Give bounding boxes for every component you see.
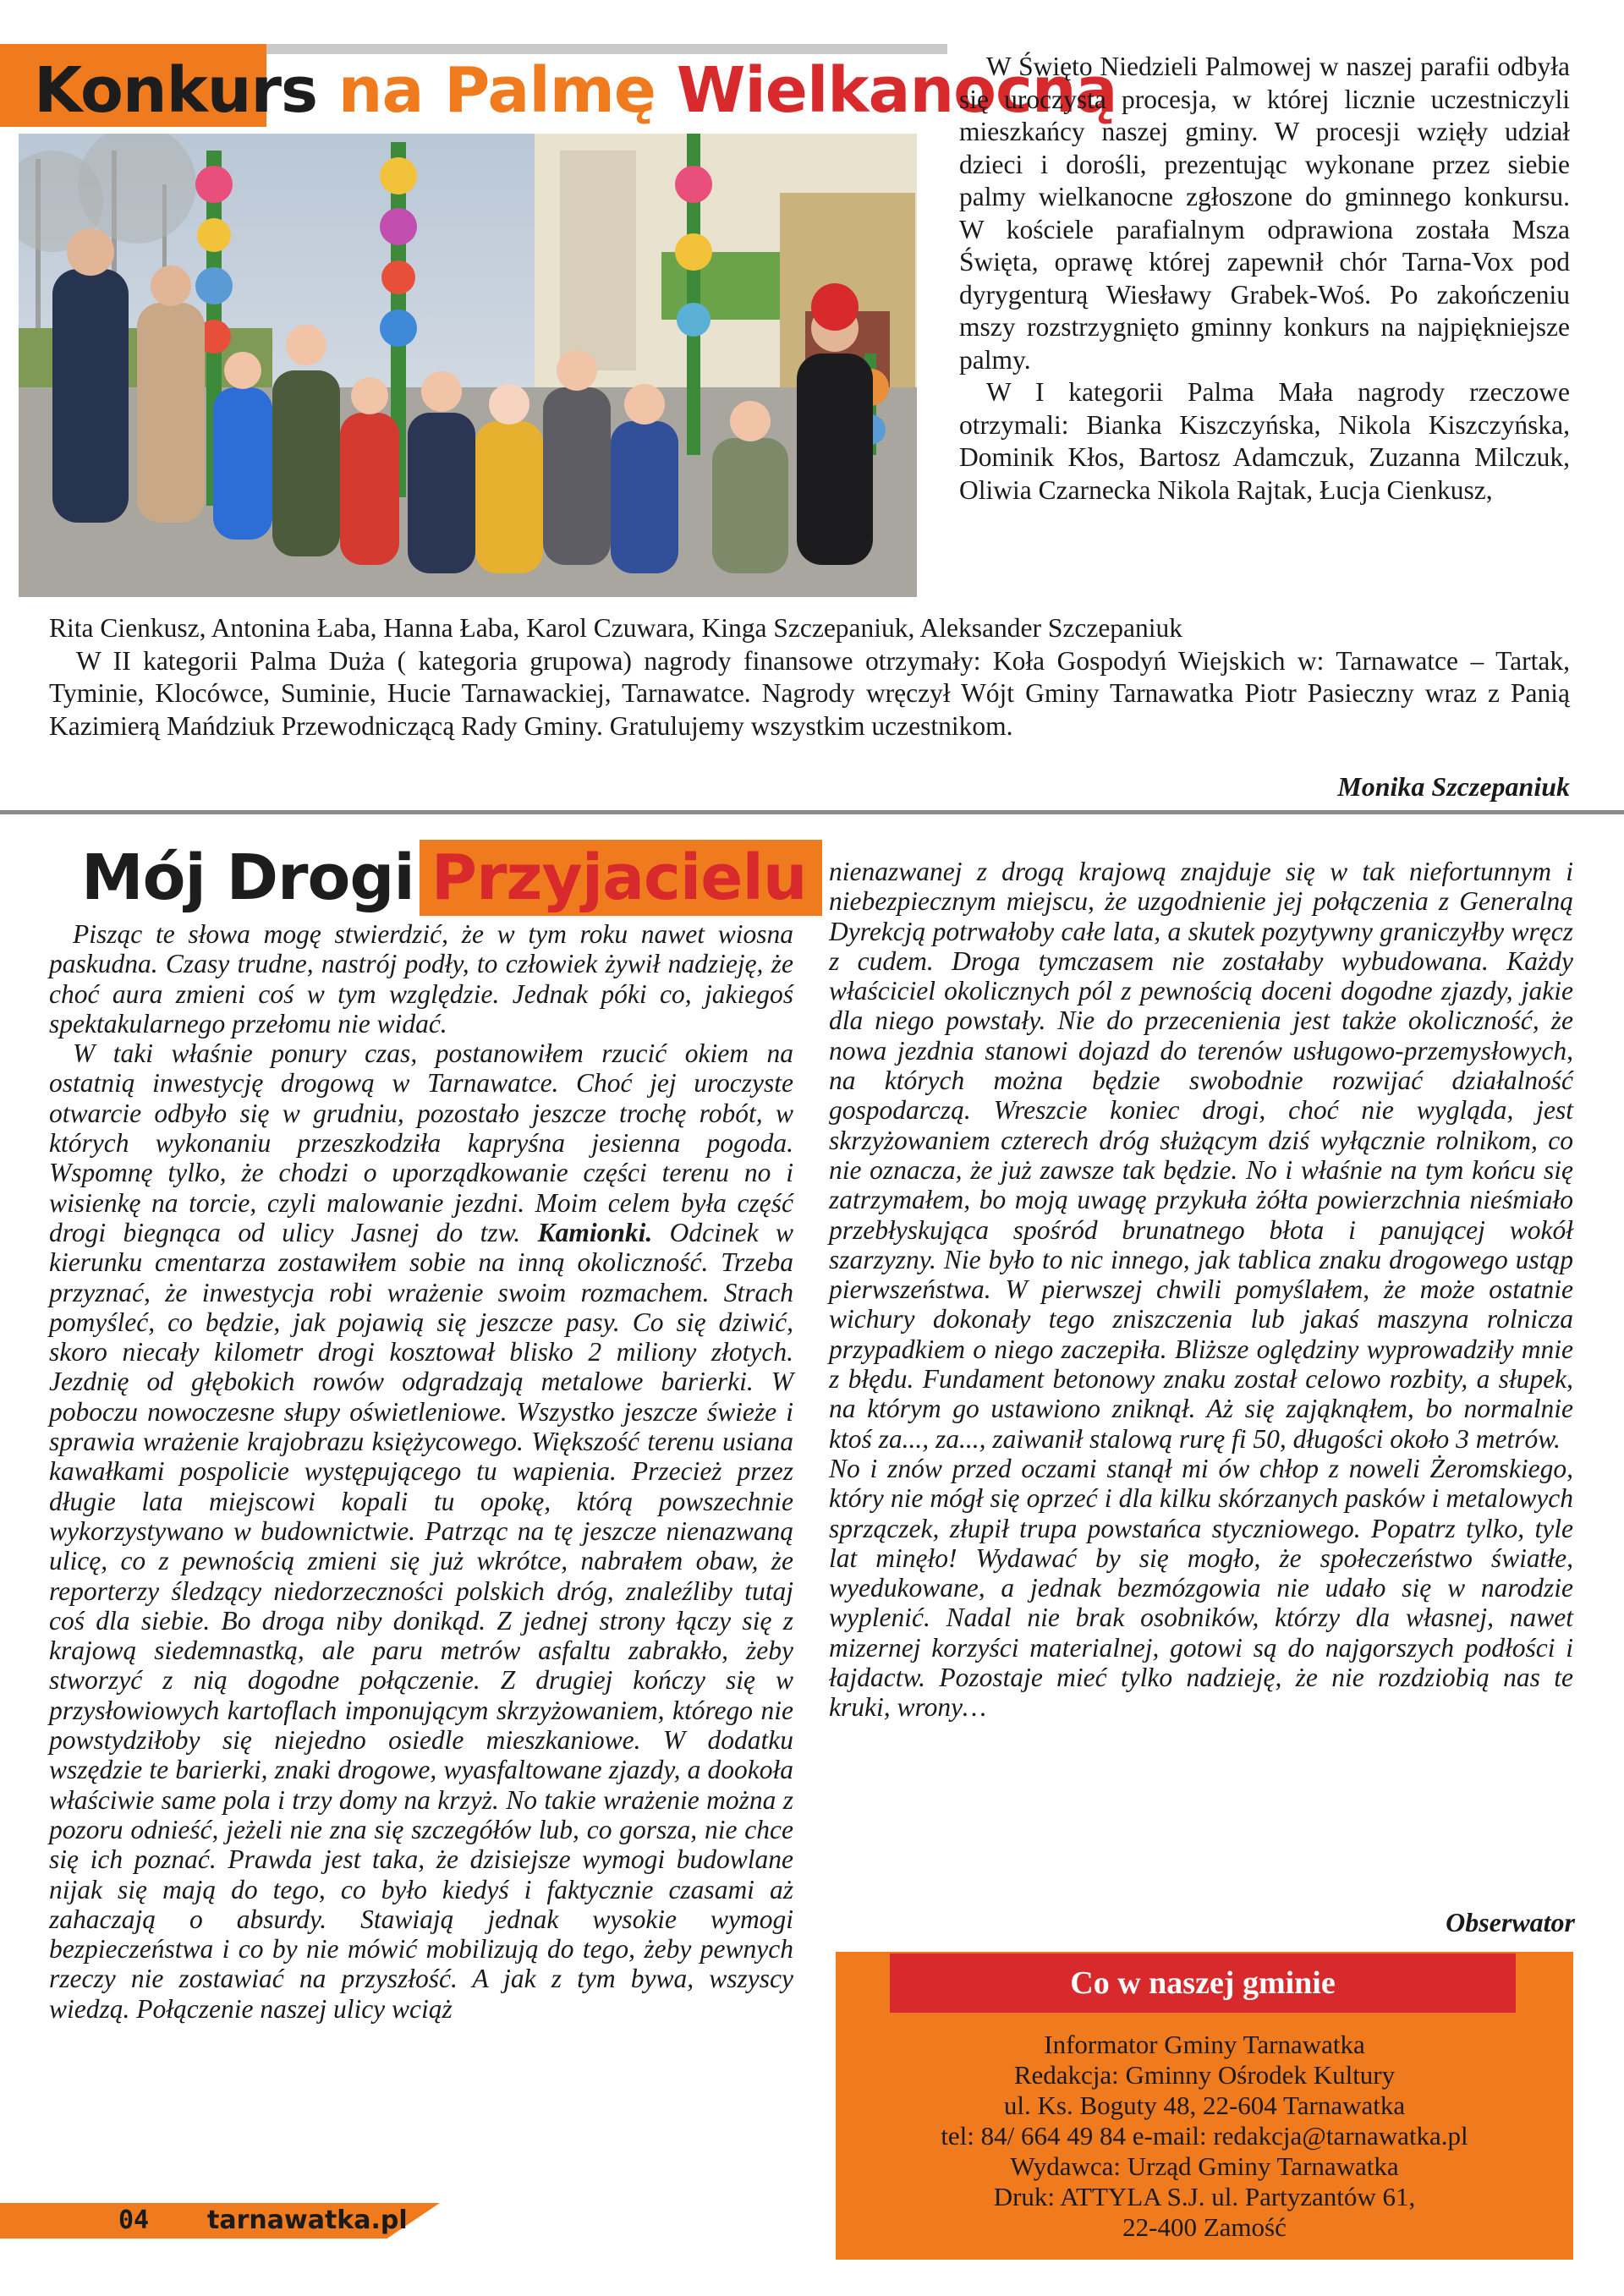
info-line: Redakcja: Gminny Ośrodek Kultury bbox=[1013, 2060, 1396, 2090]
article-text-right-column bbox=[829, 857, 1573, 1723]
article-author: Obserwator bbox=[1446, 1907, 1575, 1937]
info-box-details bbox=[836, 2030, 1573, 2243]
text-run: Odcinek w kierunku cmentarza zostawiłem sobie na inną okoliczność. Trzeba przyznać, że inwestycja robi wrażenie swoim rozmachem. Strach pomyśleć, co będzie, jak pojawią się jeszcze pasy. Co się dziwić, skoro niecały kilometr drogi kosztował blisko 2 miliony złotych. Jezdnię od głębokich rowów odgradzają metalowe barierki. W poboczu nowoczesne słupy oświetleniowe. Wszystko jeszcze świeże i sprawia wrażenie krajobrazu księżycowego. Większość terenu usiana kawałkami pospolicie występującego tu wapienia. Przecież przez długie lata miejscowi kopali tu opokę, którą powszechnie wykorzystywano w budownictwie. Patrząc na tę jeszcze nienazwaną ulicę, co z pewnością zmieni się już wkrótce, nabrałem obaw, że reporterzy śledzący niedorzeczności polskich dróg, znaleźliby tutaj coś dla siebie. Bo droga niby donikąd. Z jednej strony łączy się z krajową siedemnastką, ale paru metrów asfaltu zabrakło, żeby stworzyć z nią dogodne połączenie. Z drugiej kończy się w przysłowiowych kartoflach imponującym skrzyżowaniem, którego nie powstydziłoby się niejedno osiedle mieszkaniowe. W dodatku wszędzie te barierki, znaki drogowe, wyasfaltowane zjazdy, a dookoła właściwie same pola i trzy domy na krzyż. No takie wrażenie można z pozoru odnieść, jeżeli nie zna się szczegółów lub, co gorsza, nie chce się ich poznać. Prawda jest taka, że dzisiejsze wymogi budowlane nijak się mają do tego, co było kiedyś i faktycznie czasami aż zahaczają o absurdy. Stawiają jednak wysokie wymogi bezpieczeństwa i co by nie mówić mobilizują do tego, żeby pewnych rzeczy nie zostawiać na przyszłość. A jak z tym bywa, wszyscy wiedzą. Połączenie naszej ulicy wciąż bbox=[49, 1217, 794, 2024]
article-text-right-column bbox=[959, 51, 1570, 507]
info-line-contact: tel: 84/ 664 49 84 e-mail: redakcja@tarnawatka.pl bbox=[941, 2121, 1468, 2151]
palm-procession-photo bbox=[19, 134, 917, 597]
title-word: Konkurs bbox=[34, 54, 317, 127]
article-author: Monika Szczepaniuk bbox=[1337, 771, 1570, 802]
paragraph bbox=[49, 1038, 793, 2024]
title-word: Wielkanocną bbox=[676, 54, 1117, 127]
paragraph-continuation: Rita Cienkusz, Antonina Łaba, Hanna Łaba, Karol Czuwara, Kinga Szczepaniuk, Aleksander Szczepaniuk bbox=[49, 613, 1183, 643]
photo-illustration bbox=[19, 134, 917, 597]
paragraph: W I kategorii Palma Mała nagrody rzeczowe otrzymali: Bianka Kiszczyńska, Nikola Kiszczyńska, Dominik Kłos, Bartosz Adamczuk, Zuzanna Milczuk, Oliwia Czarnecka Nikola Rajtak, Łucja Cienkusz, bbox=[959, 377, 1570, 505]
bold-text: Kamionki. bbox=[537, 1217, 653, 1247]
info-line: Druk: ATTYLA S.J. ul. Partyzantów 61, bbox=[993, 2182, 1416, 2211]
paragraph: W II kategorii Palma Duża ( kategoria grupowa) nagrody finansowe otrzymały: Koła Gospodyń Wiejskich w: Tarnawatce – Tartak, Tyminie, Klocówce, Suminie, Hucie Tarnawackiej, Tarnawatce. Nagrody wręczył Wójt Gminy Tarnawatka Piotr Pasieczny wraz z Panią Kazimierą Mańdziuk Przewodniczącą Rady Gminy. Gratulujemy wszystkim uczestnikom. bbox=[49, 645, 1570, 741]
info-line: Informator Gminy Tarnawatka bbox=[1044, 2030, 1365, 2059]
info-line: 22-400 Zamość bbox=[1122, 2212, 1287, 2242]
paragraph: nienazwanej z drogą krajową znajduje się w tak niefortunnym i niebezpiecznym miejscu, że uzgodnienie jej połączenia z Generalną Dyrekcją potrwałoby całe lata, a skutek pozytywny graniczyłby wręcz z cudem. Droga tymczasem nie zostałaby wybudowana. Każdy właściciel okolicznych pól z pewnością doceni dogodne zjazdy, jakie dla niego powstały. Nie do przecenienia jest także okoliczność, że nowa jezdnia stanowi dojazd do terenów usługowo-przemysłowych, na których można będzie swobodnie rozwijać działalność gospodarczą. Wreszcie koniec drogi, choć nie wygląda, jest skrzyżowaniem czterech dróg służącym dziś wyłącznie rolnikom, co nie oznacza, że już zawsze tak będzie. No i właśnie na tym końcu się zatrzymałem, bo moją uwagę przykuła żółta powierzchnia nieśmiało przebłyskująca spośród brunatnego błota i panującej wokół szarzyzny. Nie było to nic innego, jak tablica znaku drogowego ustąp pierwszeństwa. W pierwszej chwili pomyślałem, że może ostatnie wichury dokonały tego zniszczenia lub jakaś maszyna rolnicza przypadkiem o niego zaczepiła. Bliższe oględziny wyprowadziły mnie z błędu. Fundament betonowy znaku został celowo rozbity, a słupek, na którym go ustawiono zniknął. Aż się zająknąłem, bo normalnie ktoś za..., za..., zaiwanił stalową rurę fi 50, długości około 3 metrów. bbox=[829, 857, 1573, 1454]
section-divider bbox=[0, 810, 1624, 814]
article-text-left-column bbox=[49, 919, 793, 2024]
info-line: Wydawca: Urząd Gminy Tarnawatka bbox=[1010, 2151, 1399, 2181]
footer-website: tarnawatka.pl bbox=[207, 2206, 408, 2235]
article-title-palm-contest bbox=[34, 52, 1116, 129]
info-line: ul. Ks. Boguty 48, 22-604 Tarnawatka bbox=[1003, 2091, 1406, 2120]
article-title-dear-friend bbox=[81, 840, 822, 918]
paragraph: No i znów przed oczami stanął mi ów chłop z noweli Żeromskiego, który nie mógł się oprzeć i dla kilku skórzanych pasków i metalowych sprzączek, złupił trupa powstańca styczniowego. Popatrz tylko, tyle lat minęło! Wydawać by się mogło, że społeczeństwo światłe, wyedukowane, a jednak bezmózgowia nie udało się w narodzie wyplenić. Nadal nie brak osobników, którzy dla własnej, nawet mizernej korzyści materialnej, gotowi są do najgorszych podłości i łajdactw. Pozostaje mieć tylko nadzieję, że nie rozdziobią nas te kruki, wrony… bbox=[829, 1453, 1573, 1723]
page-number: 04 bbox=[118, 2206, 150, 2235]
title-word: Mój Drogi bbox=[81, 841, 414, 914]
text-run: W taki właśnie ponury czas, postanowiłem rzucić okiem na ostatnią inwestycję drogową w Tarnawatce. Choć jej uroczyste otwarcie odbyło się w grudniu, pozostało jeszcze trochę robót, w których wykonaniu przeszkodziła kapryśna jesienna pogoda. Wspomnę tylko, że chodzi o uporządkowanie części terenu no i wisienkę na torcie, czyli malowanie jezdni. Moim celem była część drogi biegnąca od ulicy Jasnej do tzw. bbox=[49, 1038, 793, 1247]
title-word: Przyjacielu bbox=[420, 840, 822, 916]
info-box-header: Co w naszej gminie bbox=[890, 1954, 1516, 2013]
paragraph: W Święto Niedzieli Palmowej w naszej parafii odbyła się uroczysta procesja, w której licznie uczestniczyli mieszkańcy naszej gminy. W procesji wzięły udział dzieci i dorośli, prezentując wykonane przez siebie palmy wielkanocne zgłoszone do gminnego konkursu. W kościele parafialnym odprawiona została Msza Święta, oprawę której zapewnił chór Tarna-Vox pod dyrygenturą Wiesławy Grabek-Woś. Po zakończeniu mszy rozstrzygnięto gminny konkurs na najpiękniejsze palmy. bbox=[959, 52, 1570, 375]
paragraph: Pisząc te słowa mogę stwierdzić, że w tym roku nawet wiosna paskudna. Czasy trudne, nastrój podły, to człowiek żywił nadzieję, że choć aura zmieni coś w tym względzie. Jednak póki co, jakiegoś spektakularnego przełomu nie widać. bbox=[49, 919, 793, 1038]
title-word: na Palmę bbox=[337, 54, 656, 127]
article-text-full-width bbox=[49, 612, 1570, 743]
